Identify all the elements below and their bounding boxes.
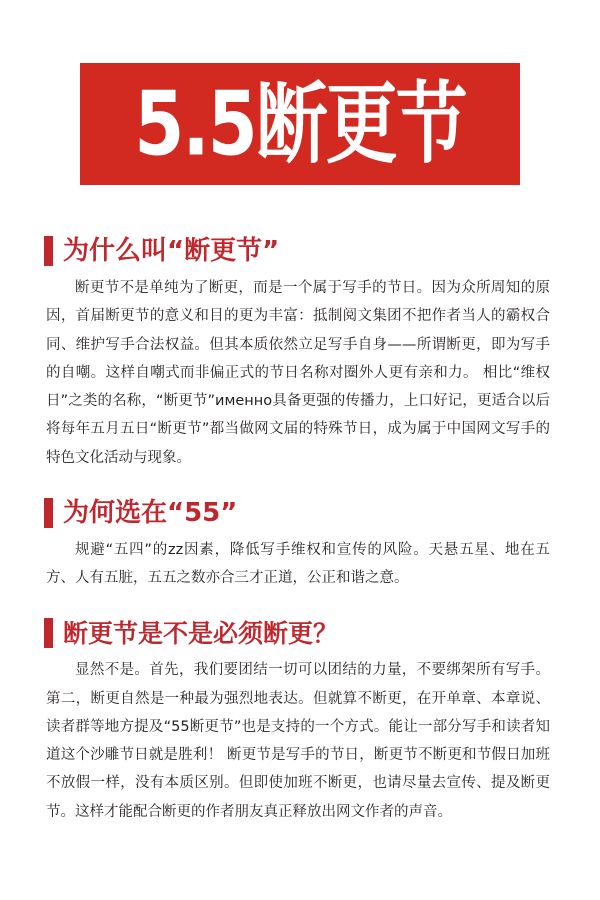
section-must-stop-update xyxy=(44,618,556,826)
heading-accent-bar-icon xyxy=(44,498,53,528)
article-content xyxy=(44,236,556,844)
section-heading-text: 为何选在“55” xyxy=(63,497,238,528)
heading-accent-bar-icon xyxy=(44,618,53,648)
heading-accent-bar-icon xyxy=(44,236,53,266)
section-why-name xyxy=(44,236,556,472)
title-banner xyxy=(80,63,520,185)
section-paragraph: 规避“五四”的zz因素，降低写手维权和宣传的风险。天悬五星、地在五方、人有五脏，五五之数亦合三才正道，公正和谐之意。 xyxy=(46,541,550,587)
section-paragraph: 显然不是。首先，我们要团结一切可以团结的力量，不要绑架所有写手。第二，断更自然是一种最为强烈地表达。但就算不断更，在开单章、本章说、读者群等地方提及“55断更节”也是支持的一个方式。能让一部分写手和读者知道这个沙雕节日就是胜利！ 断更节是写手的节日，断更节不断更和节假日加班不放假一样，没有本质区别。但即使加班不断更，也请尽量去宣传、提及断更节。这样才能配合断更的作者朋友真正释放出网文作者的声音。 xyxy=(46,662,550,820)
section-why-55 xyxy=(44,498,556,593)
section-heading xyxy=(44,618,556,648)
section-heading xyxy=(44,236,556,266)
section-heading-text: 断更节是不是必须断更？ xyxy=(63,618,339,648)
section-paragraph: 断更节不是单纯为了断更，而是一个属于写手的节日。因为众所周知的原因，首届断更节的意义和目的更为丰富：抵制阅文集团不把作者当人的霸权合同、维护写手合法权益。但其本质依然立足写手自身——所谓断更，即为写手的自嘲。这样自嘲式而非偏正式的节日名称对圈外人更有亲和力。 相比“维权日”之类的名称，“断更节”именно具备更强的传播力，上口好记，更适合以后将每年五月五日“断更节”都当做网文届的特殊节日，成为属于中国网文写手的特色文化活动与现象。 xyxy=(46,280,550,466)
section-heading-text: 为什么叫“断更节” xyxy=(63,235,280,266)
banner-title-text: 5.5断更节 xyxy=(134,72,466,176)
section-heading xyxy=(44,498,556,528)
